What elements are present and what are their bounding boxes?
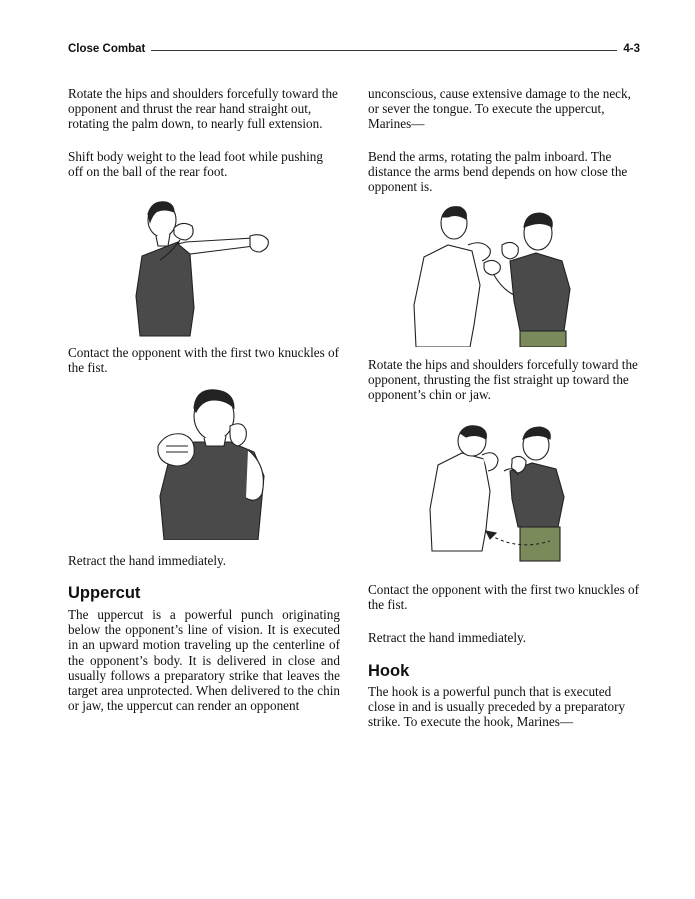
header-title: Close Combat	[68, 43, 151, 55]
hook-paragraph: The hook is a powerful punch that is executed close in and is usually preceded by a preparatory strike. To execute the hook, Marines—	[368, 684, 626, 730]
hook-heading: Hook	[368, 662, 410, 680]
right-paragraph-5: Retract the hand immediately.	[368, 630, 527, 645]
uppercut-paragraph: The uppercut is a powerful punch originating below the opponent’s line of vision. It is executed in an upward motion traveling up the centerline of the opponent’s body. It is delivered in close and usually follows a preparatory strike that leaves the target area unprotected. When delivered to the chin or jaw, the uppercut can render an opponent	[68, 607, 340, 714]
right-paragraph-2: Bend the arms, rotating the palm inboard. The distance the arms bend depends on how close the opponent is.	[368, 149, 628, 195]
figure-rear-punch-frontal	[152, 386, 270, 540]
left-paragraph-3: Contact the opponent with the first two knuckles of the fist.	[68, 345, 340, 376]
figure-rear-punch-extended	[130, 196, 280, 338]
right-paragraph-4: Contact the opponent with the first two knuckles of the fist.	[368, 582, 640, 613]
page-number: 4-3	[617, 43, 640, 55]
left-paragraph-1: Rotate the hips and shoulders forcefully toward the opponent and thrust the rear hand straight out, rotating the palm down, to nearly full extension.	[68, 86, 338, 132]
figure-uppercut-setup	[410, 205, 574, 347]
left-paragraph-2: Shift body weight to the lead foot while pushing off on the ball of the rear foot.	[68, 149, 323, 180]
right-paragraph-3: Rotate the hips and shoulders forcefully toward the opponent, thrusting the fist straight up toward the opponent’s chin or jaw.	[368, 357, 638, 403]
figure-uppercut-delivered	[428, 425, 568, 563]
left-paragraph-4: Retract the hand immediately.	[68, 553, 227, 568]
running-header	[68, 43, 640, 57]
header-rule	[68, 50, 640, 51]
right-paragraph-1: unconscious, cause extensive damage to the neck, or sever the tongue. To execute the uppercut, Marines—	[368, 86, 631, 132]
uppercut-heading: Uppercut	[68, 584, 141, 602]
